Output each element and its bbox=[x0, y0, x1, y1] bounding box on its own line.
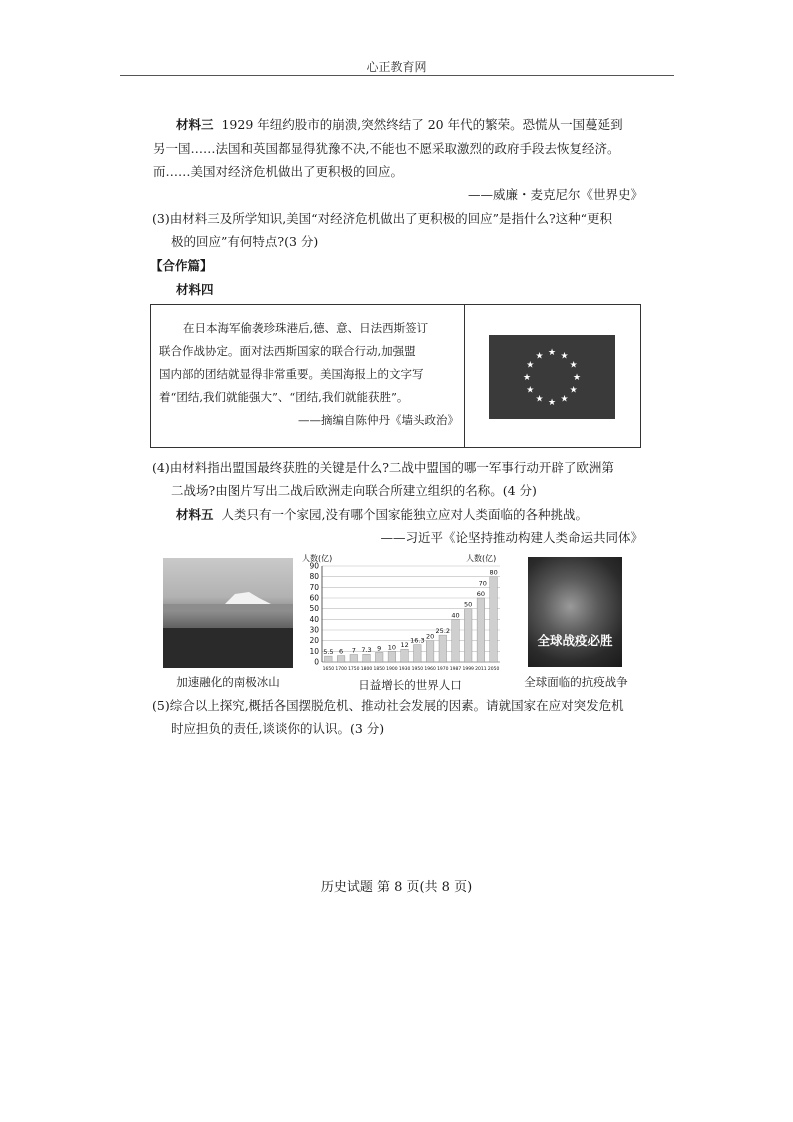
star-icon: ★ bbox=[535, 351, 544, 362]
material3-line-3: 而……美国对经济危机做出了更积极的回应。 bbox=[153, 164, 404, 179]
population-bar bbox=[337, 656, 345, 662]
population-bar bbox=[464, 609, 472, 662]
chart-annotation-label: 70 bbox=[478, 579, 487, 588]
question4-line-1: (4)由材料指出盟国最终获胜的关键是什么?二战中盟国的哪一军事行动开辟了欧洲第 bbox=[152, 460, 614, 475]
iceberg-icon bbox=[163, 558, 293, 668]
x-tick-label: 1987 bbox=[449, 667, 462, 672]
star-icon: ★ bbox=[569, 360, 578, 371]
x-tick-label: 1850 bbox=[373, 667, 385, 672]
population-bar bbox=[350, 655, 358, 663]
bar-value-label: 5.5 bbox=[323, 648, 334, 657]
bar-value-label: 10 bbox=[387, 643, 397, 652]
eu-stars-icon bbox=[489, 335, 615, 419]
material3-text-1: 1929 年纽约股市的崩溃,突然终结了 20 年代的繁荣。恐慌从一国蔓延到 bbox=[221, 117, 623, 132]
star-icon: ★ bbox=[522, 373, 532, 383]
bar-value-label: 16.3 bbox=[410, 636, 425, 645]
question5-line-2: 时应担负的责任,谈谈你的认识。(3 分) bbox=[171, 721, 385, 736]
question3-line-2: 极的回应”有何特点?(3 分) bbox=[171, 234, 319, 249]
star-icon: ★ bbox=[535, 394, 544, 405]
population-bar bbox=[426, 641, 434, 662]
page-footer: 历史试题 第 8 页(共 8 页) bbox=[320, 880, 473, 895]
material5-line bbox=[176, 503, 646, 527]
anti-epidemic-poster bbox=[528, 557, 622, 667]
chart-ylabel-right: 人数(亿) bbox=[466, 554, 497, 563]
population-bar bbox=[490, 577, 498, 662]
bar-value-label: 6 bbox=[339, 647, 344, 656]
population-chart bbox=[300, 552, 512, 674]
y-tick-label: 60 bbox=[309, 593, 319, 603]
x-tick-label: 2011 bbox=[475, 667, 487, 672]
section-title: 【合作篇】 bbox=[150, 258, 213, 273]
question5-line-1: (5)综合以上探究,概括各国摆脱危机、推动社会发展的因素。请就国家在应对突发危机 bbox=[152, 698, 624, 713]
y-tick-label: 30 bbox=[309, 625, 319, 635]
iceberg-caption: 加速融化的南极冰山 bbox=[176, 675, 280, 689]
star-icon: ★ bbox=[526, 360, 535, 371]
population-bar bbox=[401, 649, 409, 662]
antarctic-iceberg-photo bbox=[163, 558, 293, 668]
y-tick-label: 70 bbox=[309, 582, 319, 592]
bar-value-label: 9 bbox=[377, 644, 382, 653]
x-tick-label: 1900 bbox=[386, 667, 398, 672]
star-icon: ★ bbox=[560, 351, 569, 362]
population-bar bbox=[439, 635, 447, 662]
x-tick-label: 1950 bbox=[411, 667, 424, 672]
star-icon: ★ bbox=[547, 348, 557, 358]
x-tick-label: 1930 bbox=[398, 667, 411, 672]
material3-line-1 bbox=[176, 113, 646, 137]
material5-source: ——习近平《论坚持推动构建人类命运共同体》 bbox=[380, 530, 643, 545]
chart-ylabel: 人数(亿) bbox=[302, 554, 333, 563]
y-tick-label: 50 bbox=[309, 604, 319, 614]
material4-line-3: 国内部的团结就显得非常重要。美国海报上的文字写 bbox=[159, 367, 424, 381]
material4-source: ——摘编自陈仲丹《墙头政治》 bbox=[298, 413, 459, 427]
y-tick-label: 90 bbox=[309, 561, 319, 571]
material3-label: 材料三 bbox=[176, 117, 214, 132]
x-tick-label: 1800 bbox=[360, 667, 373, 672]
bar-value-label: 12 bbox=[400, 641, 409, 650]
population-bar bbox=[325, 656, 333, 662]
material4-text bbox=[159, 317, 459, 432]
bar-value-label: 50 bbox=[464, 600, 473, 609]
y-tick-label: 40 bbox=[309, 614, 319, 624]
box-divider bbox=[464, 305, 465, 447]
header-divider bbox=[120, 75, 674, 76]
bar-value-label: 80 bbox=[489, 568, 498, 577]
bar-value-label: 60 bbox=[476, 590, 486, 598]
star-icon: ★ bbox=[526, 385, 535, 396]
bar-value-label: 20 bbox=[425, 632, 435, 641]
x-tick-label: 1650 bbox=[322, 667, 335, 672]
population-bar bbox=[477, 598, 485, 662]
y-tick-label: 20 bbox=[309, 636, 319, 646]
star-icon: ★ bbox=[569, 385, 578, 396]
material3-line-2: 另一国……法国和英国都显得犹豫不决,不能也不愿采取激烈的政府手段去恢复经济。 bbox=[153, 141, 620, 156]
x-tick-label: 1999 bbox=[462, 667, 474, 672]
question3-line-1: (3)由材料三及所学知识,美国“对经济危机做出了更积极的回应”是指什么?这种“更积 bbox=[152, 211, 613, 226]
x-tick-label: 1750 bbox=[348, 667, 360, 672]
material4-line-1: 在日本海军偷袭珍珠港后,德、意、日法西斯签订 bbox=[183, 321, 429, 335]
poster-title: 全球战疫必胜 bbox=[537, 633, 613, 648]
y-tick-label: 80 bbox=[309, 572, 319, 582]
population-bar bbox=[388, 651, 396, 662]
bar-value-label: 7.3 bbox=[361, 646, 372, 655]
population-bar bbox=[375, 652, 383, 662]
material3-source: ——威廉・麦克尼尔《世界史》 bbox=[467, 187, 643, 202]
material4-line-4: 着“团结,我们就能强大”、“团结,我们就能获胜”。 bbox=[159, 390, 409, 404]
x-tick-label: 1700 bbox=[335, 667, 347, 672]
chart-caption: 日益增长的世界人口 bbox=[358, 678, 462, 692]
question4-line-2: 二战场?由图片写出二战后欧洲走向联合所建立组织的名称。(4 分) bbox=[171, 483, 537, 498]
y-tick-label: 0 bbox=[314, 657, 319, 667]
material4-line-2: 联合作战协定。面对法西斯国家的联合行动,加强盟 bbox=[159, 344, 416, 358]
material4-label: 材料四 bbox=[176, 282, 214, 297]
y-tick-label: 10 bbox=[309, 646, 319, 656]
star-icon: ★ bbox=[547, 398, 557, 408]
population-bar bbox=[452, 619, 460, 662]
site-header: 心正教育网 bbox=[366, 60, 427, 74]
star-icon: ★ bbox=[560, 394, 569, 405]
bar-value-label: 7 bbox=[351, 646, 356, 655]
material4-box bbox=[150, 304, 641, 448]
population-bar bbox=[363, 654, 371, 662]
material5-label: 材料五 bbox=[176, 507, 214, 522]
x-tick-label: 1970 bbox=[437, 667, 449, 672]
population-bar bbox=[414, 645, 422, 662]
x-tick-label: 1960 bbox=[424, 667, 436, 672]
star-icon: ★ bbox=[572, 373, 582, 383]
eu-flag-image bbox=[489, 335, 615, 419]
poster-caption: 全球面临的抗疫战争 bbox=[524, 675, 628, 689]
bar-value-label: 25.2 bbox=[435, 627, 451, 636]
x-tick-label: 2050 bbox=[487, 667, 500, 672]
bar-value-label: 40 bbox=[451, 611, 460, 620]
material5-text: 人类只有一个家园,没有哪个国家能独立应对人类面临的各种挑战。 bbox=[221, 507, 588, 522]
